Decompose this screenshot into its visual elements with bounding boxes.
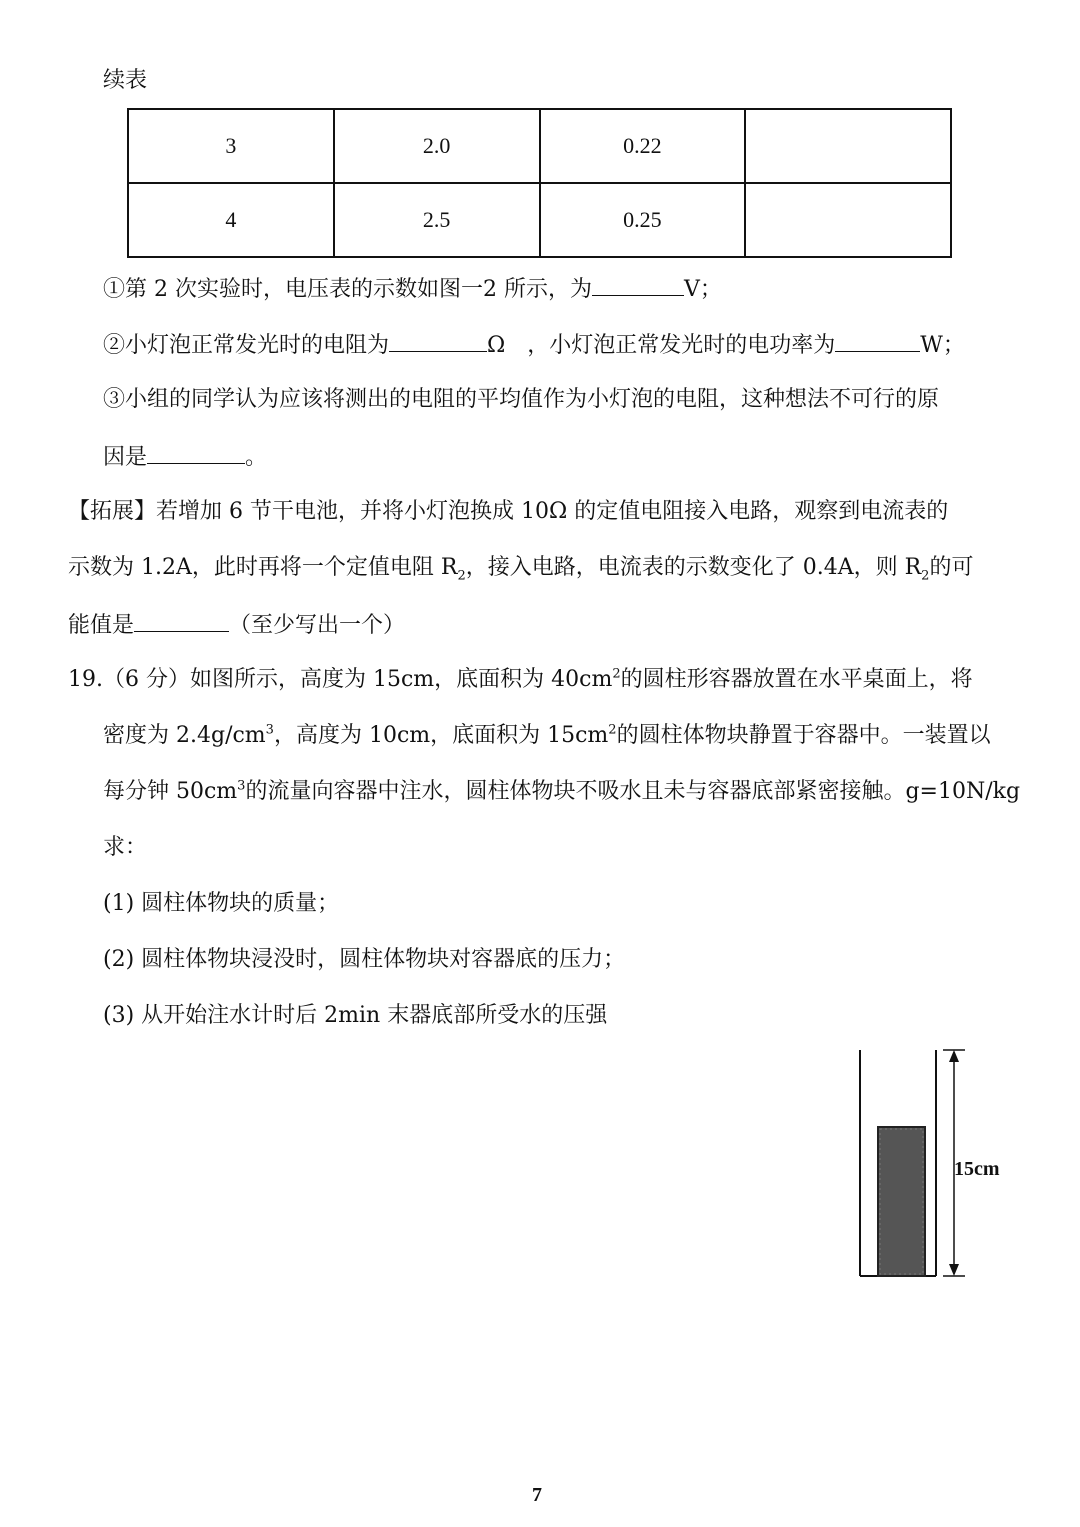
q19-text: 的圆柱形容器放置在水平桌面上，将 [620,667,973,692]
answer-blank[interactable] [134,609,229,632]
superscript: 3 [265,722,274,738]
extension-line3 [68,609,405,641]
table-cell: 3 [128,109,334,183]
table-cell: 0.22 [540,109,746,183]
superscript: 3 [237,778,246,794]
extension-text: ，接入电路，电流表的示数变化了 0.4A，则 R [465,555,922,580]
question-b-mid: Ω ，小灯泡正常发光时的电功率为 [487,333,836,358]
extension-text: 的可 [929,555,974,580]
question-b-suffix: W； [920,333,965,358]
q19-line4: 求： [103,835,148,860]
q19-line2 [103,721,991,751]
answer-blank[interactable] [389,329,487,352]
question-c-prefix: 因是 [103,445,148,470]
cylinder-block [878,1127,925,1276]
question-b-text: ②小灯泡正常发光时的电阻为 [103,333,390,358]
q19-sub3: (3) 从开始注水计时后 2min 末器底部所受水的压强 [103,1003,608,1028]
q19-text: 19.（6 分）如图所示，高度为 15cm，底面积为 40cm [68,667,613,692]
question-a [103,273,722,305]
q19-sub2: (2) 圆柱体物块浸没时，圆柱体物块对容器底的压力； [103,947,626,972]
table-cell [745,183,951,257]
question-c-suffix: 。 [245,445,268,470]
subscript: 2 [457,568,466,584]
q19-line1 [68,665,973,695]
question-a-text: ①第 2 次实验时，电压表的示数如图一2 所示，为 [103,277,592,302]
q19-text: 的圆柱体物块静置于容器中。一装置以 [616,723,991,748]
table-cell: 0.25 [540,183,746,257]
answer-blank[interactable] [592,273,684,296]
container-diagram [840,1040,1040,1290]
table-cell [745,109,951,183]
question-b [103,329,965,361]
table-cell: 2.5 [334,183,540,257]
q19-text: ，高度为 10cm，底面积为 15cm [273,723,609,748]
arrow-up-icon [949,1050,959,1062]
answer-blank[interactable] [835,329,920,352]
extension-line1: 【拓展】若增加 6 节干电池，并将小灯泡换成 10Ω 的定值电阻接入电路，观察到电流表的 [68,499,949,524]
q19-line3 [103,777,1020,807]
superscript: 2 [608,722,617,738]
table-cell: 4 [128,183,334,257]
page-number: 7 [532,1484,542,1506]
table-cell: 2.0 [334,109,540,183]
continuation-label: 续表 [103,68,148,93]
q19-text: 的流量向容器中注水，圆柱体物块不吸水且未与容器底部紧密接触。g=10N/kg [245,779,1021,804]
q19-sub1: (1) 圆柱体物块的质量； [103,891,340,916]
question-a-suffix: V； [683,277,722,302]
extension-text: 示数为 1.2A，此时再将一个定值电阻 R [68,555,458,580]
q19-text: 每分钟 50cm [103,779,238,804]
extension-line2 [68,553,973,583]
subscript: 2 [921,568,930,584]
table-row [128,183,951,257]
extension-text: （至少写出一个） [229,613,406,638]
table-row [128,109,951,183]
answer-blank[interactable] [147,441,245,464]
arrow-down-icon [949,1264,959,1276]
data-table [127,108,952,258]
dimension-label: 15cm [954,1158,1000,1180]
question-c-line1: ③小组的同学认为应该将测出的电阻的平均值作为小灯泡的电阻，这种想法不可行的原 [103,387,940,412]
q19-text: 密度为 2.4g/cm [103,723,266,748]
extension-text: 能值是 [68,613,135,638]
superscript: 2 [612,666,621,682]
question-c-line2 [103,441,267,473]
